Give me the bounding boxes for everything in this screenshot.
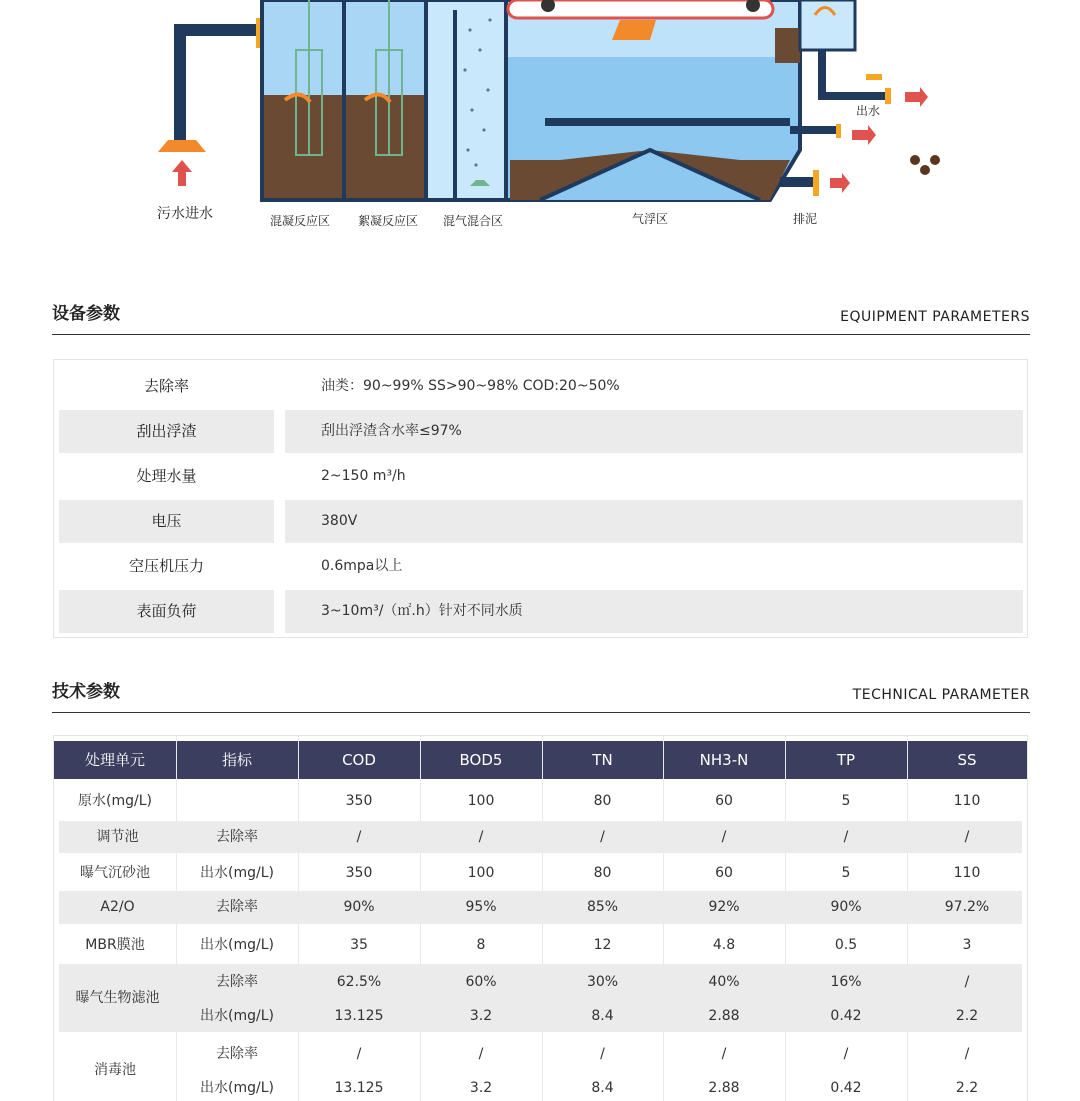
param-key: 空压机压力 — [128, 557, 204, 575]
value-cell: 80 — [593, 793, 612, 809]
param-value: 2~150 m³/h — [321, 468, 406, 484]
value-cell: 5 — [841, 865, 851, 881]
value-cell: 4.8 — [712, 937, 736, 953]
technical-title: 技术参数 — [52, 682, 120, 702]
table-row — [54, 964, 1027, 1000]
table-row — [54, 1036, 1027, 1072]
outlet-pipe — [822, 50, 885, 96]
equipment-title: 设备参数 — [52, 304, 120, 324]
table-row — [59, 365, 1023, 408]
value-cell: / — [356, 829, 362, 845]
inlet-arrow-icon — [172, 160, 192, 186]
column-header: COD — [342, 751, 376, 769]
sludge-arrow-icon — [830, 173, 850, 193]
column-header: NH3-N — [699, 751, 749, 769]
param-value: 油类：90~99% SS>90~98% COD:20~50% — [321, 378, 620, 394]
mix-zone — [426, 0, 506, 200]
value-cell: 350 — [345, 793, 373, 809]
inlet-pipe — [180, 30, 262, 140]
technical-title-en: TECHNICAL PARAMETER — [852, 687, 1030, 703]
value-cell: 13.125 — [334, 1008, 384, 1024]
metric-cell — [176, 783, 298, 819]
unit-cell: 原水(mg/L) — [78, 793, 152, 809]
value-cell: 90% — [343, 899, 375, 915]
value-cell: / — [964, 1046, 970, 1062]
table-header — [54, 741, 1027, 779]
param-value: 380V — [285, 500, 1023, 543]
value-cell: 2.2 — [955, 1080, 979, 1096]
value-cell: 13.125 — [334, 1080, 384, 1096]
param-value: 刮出浮渣含水率≤97% — [285, 410, 1023, 453]
equipment-table — [53, 359, 1028, 638]
value-cell: / — [964, 829, 970, 845]
value-cell: / — [721, 1046, 727, 1062]
value-cell: 40% — [708, 974, 740, 990]
value-cell: / — [843, 1046, 849, 1062]
metric-cell: 去除率 — [216, 899, 258, 915]
table-row — [59, 455, 1023, 498]
floc-sludge — [346, 95, 424, 198]
value-cell: 35 — [350, 937, 368, 953]
label-coag: 混凝反应区 — [269, 214, 331, 228]
value-cell: 110 — [953, 865, 981, 881]
column-header: SS — [957, 751, 977, 769]
value-cell: 80 — [593, 865, 612, 881]
value-cell: / — [843, 829, 849, 845]
table-row — [54, 1000, 1027, 1032]
value-cell: 60 — [715, 865, 733, 881]
value-cell: 60 — [715, 793, 733, 809]
value-cell: 8.4 — [591, 1080, 614, 1096]
unit-cell: MBR膜池 — [85, 937, 145, 953]
unit-cell: 曝气生物滤池 — [59, 964, 176, 1032]
value-cell: 110 — [953, 793, 981, 809]
value-cell: 3 — [962, 937, 972, 953]
label-sludge: 排泥 — [792, 212, 818, 226]
value-cell: / — [721, 829, 727, 845]
value-cell: 8 — [476, 937, 486, 953]
label-inlet: 污水进水 — [157, 206, 213, 222]
param-value: 3~10m³/（㎡.h）针对不同水质 — [285, 590, 1023, 633]
value-cell: / — [356, 1046, 362, 1062]
param-key: 处理水量 — [136, 467, 197, 485]
value-cell: 8.4 — [591, 1008, 614, 1024]
table-row — [59, 545, 1023, 588]
air-flotation-schematic — [0, 0, 1080, 260]
table-row — [59, 590, 1023, 633]
table-row — [54, 855, 1027, 891]
value-cell: 2.2 — [955, 1008, 979, 1024]
value-cell: 95% — [465, 899, 497, 915]
metric-cell: 去除率 — [216, 1046, 258, 1062]
coag-sludge — [264, 95, 342, 198]
value-cell: 100 — [467, 793, 495, 809]
column-header: TN — [592, 751, 613, 769]
table-row — [54, 927, 1027, 963]
value-cell: 0.42 — [830, 1008, 862, 1024]
value-cell: 350 — [345, 865, 373, 881]
value-cell: 0.42 — [830, 1080, 862, 1096]
value-cell: 3.2 — [469, 1008, 493, 1024]
metric-cell: 出水(mg/L) — [200, 937, 274, 953]
value-cell: 3.2 — [469, 1080, 493, 1096]
value-cell: 5 — [841, 793, 851, 809]
equipment-title-en: EQUIPMENT PARAMETERS — [840, 309, 1030, 325]
table-row — [54, 821, 1027, 853]
unit-cell: 调节池 — [59, 821, 176, 853]
value-cell: 2.88 — [708, 1080, 740, 1096]
value-cell: / — [600, 829, 605, 845]
value-cell: 97.2% — [944, 899, 990, 915]
param-key: 电压 — [59, 500, 274, 543]
column-header: 处理单元 — [84, 751, 145, 769]
metric-cell: 出水(mg/L) — [200, 1080, 274, 1096]
value-cell: 12 — [593, 937, 612, 953]
table-row — [59, 410, 1023, 453]
value-cell: 90% — [830, 899, 862, 915]
unit-cell: 消毒池 — [94, 1062, 136, 1078]
value-cell: 85% — [586, 899, 619, 915]
unit-cell: 曝气沉砂池 — [80, 865, 150, 881]
column-header: TP — [836, 751, 856, 769]
value-cell: 60% — [465, 974, 497, 990]
equipment-section-header — [52, 294, 1030, 335]
value-cell: 0.5 — [834, 937, 858, 953]
value-cell: 62.5% — [336, 974, 382, 990]
mid-arrow-icon — [852, 125, 876, 145]
value-cell: / — [964, 974, 970, 990]
value-cell: / — [600, 1046, 605, 1062]
metric-cell: 出水(mg/L) — [200, 865, 274, 881]
label-mix: 混气混合区 — [442, 214, 504, 228]
process-diagram — [0, 0, 1080, 260]
inlet-funnel — [158, 140, 206, 152]
param-key: 刮出浮渣 — [59, 410, 274, 453]
table-row — [54, 891, 1027, 924]
label-outlet: 出水 — [855, 104, 881, 118]
unit-cell: A2/O — [59, 891, 176, 924]
column-header: BOD5 — [459, 751, 503, 769]
metric-cell: 去除率 — [216, 829, 258, 845]
param-key: 表面负荷 — [59, 590, 274, 633]
table-row — [54, 1072, 1027, 1101]
metric-cell: 出水(mg/L) — [200, 1008, 274, 1024]
technical-table — [53, 735, 1028, 1101]
param-value: 0.6mpa以上 — [321, 558, 403, 574]
value-cell: / — [478, 829, 484, 845]
value-cell: 92% — [708, 899, 740, 915]
table-row — [54, 783, 1027, 819]
value-cell: / — [478, 1046, 484, 1062]
value-cell: 16% — [830, 974, 862, 990]
param-key: 去除率 — [143, 377, 189, 395]
value-cell: 2.88 — [708, 1008, 740, 1024]
label-floc: 絮凝反应区 — [357, 214, 419, 228]
table-row — [59, 500, 1023, 543]
column-header: 指标 — [221, 751, 252, 769]
label-flotation: 气浮区 — [631, 212, 669, 226]
metric-cell: 去除率 — [216, 974, 258, 990]
value-cell: 30% — [586, 974, 619, 990]
technical-section-header — [52, 672, 1030, 713]
outlet-arrow-icon — [905, 87, 928, 107]
value-cell: 100 — [467, 865, 495, 881]
outlet-valve — [866, 74, 882, 80]
